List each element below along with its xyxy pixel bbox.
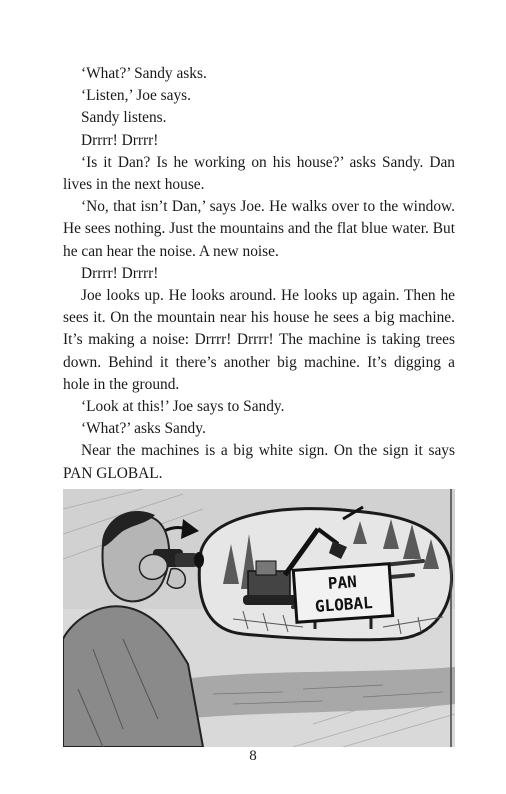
illustration-binoculars-scene: [63, 489, 455, 747]
paragraph: ‘What?’ asks Sandy.: [81, 420, 206, 438]
paragraph: ‘Is it Dan? Is he working on his house?’ asks Sandy. Dan lives in the next house.: [63, 153, 455, 194]
paragraph: ‘Listen,’ Joe says.: [81, 87, 191, 105]
paragraph: Drrrr! Drrrr!: [81, 264, 159, 282]
story-text: [63, 63, 455, 485]
page-number: 8: [249, 748, 257, 764]
man-hand: [139, 554, 167, 579]
paragraph: Sandy listens.: [81, 109, 167, 127]
sketch-drawing: [63, 489, 455, 747]
paragraph: Near the machines is a big white sign. On the sign it says PAN GLOBAL.: [63, 442, 455, 482]
paragraph: ‘Look at this!’ Joe says to Sandy.: [81, 398, 285, 416]
paragraph: ‘What?’ Sandy asks.: [81, 65, 207, 82]
sign-text-line1: PAN: [327, 572, 358, 594]
paragraph: Drrrr! Drrrr!: [81, 131, 159, 149]
sign-text-line2: GLOBAL: [314, 592, 374, 616]
man-hand: [167, 569, 185, 589]
paragraph: ‘No, that isn’t Dan,’ says Joe. He walks over to the window. He sees nothing. Just the mountains and the flat blue water. But he can hear the noise. A new noise.: [63, 198, 455, 260]
paragraph: Joe looks up. He looks around. He looks up again. Then he sees it. On the mountain near his house he sees a big machine. It’s making a noise: Drrrr! Drrrr! The machine is taking trees down. Behind it there’s another big machine. It’s digging a hole in the ground.: [63, 287, 455, 393]
